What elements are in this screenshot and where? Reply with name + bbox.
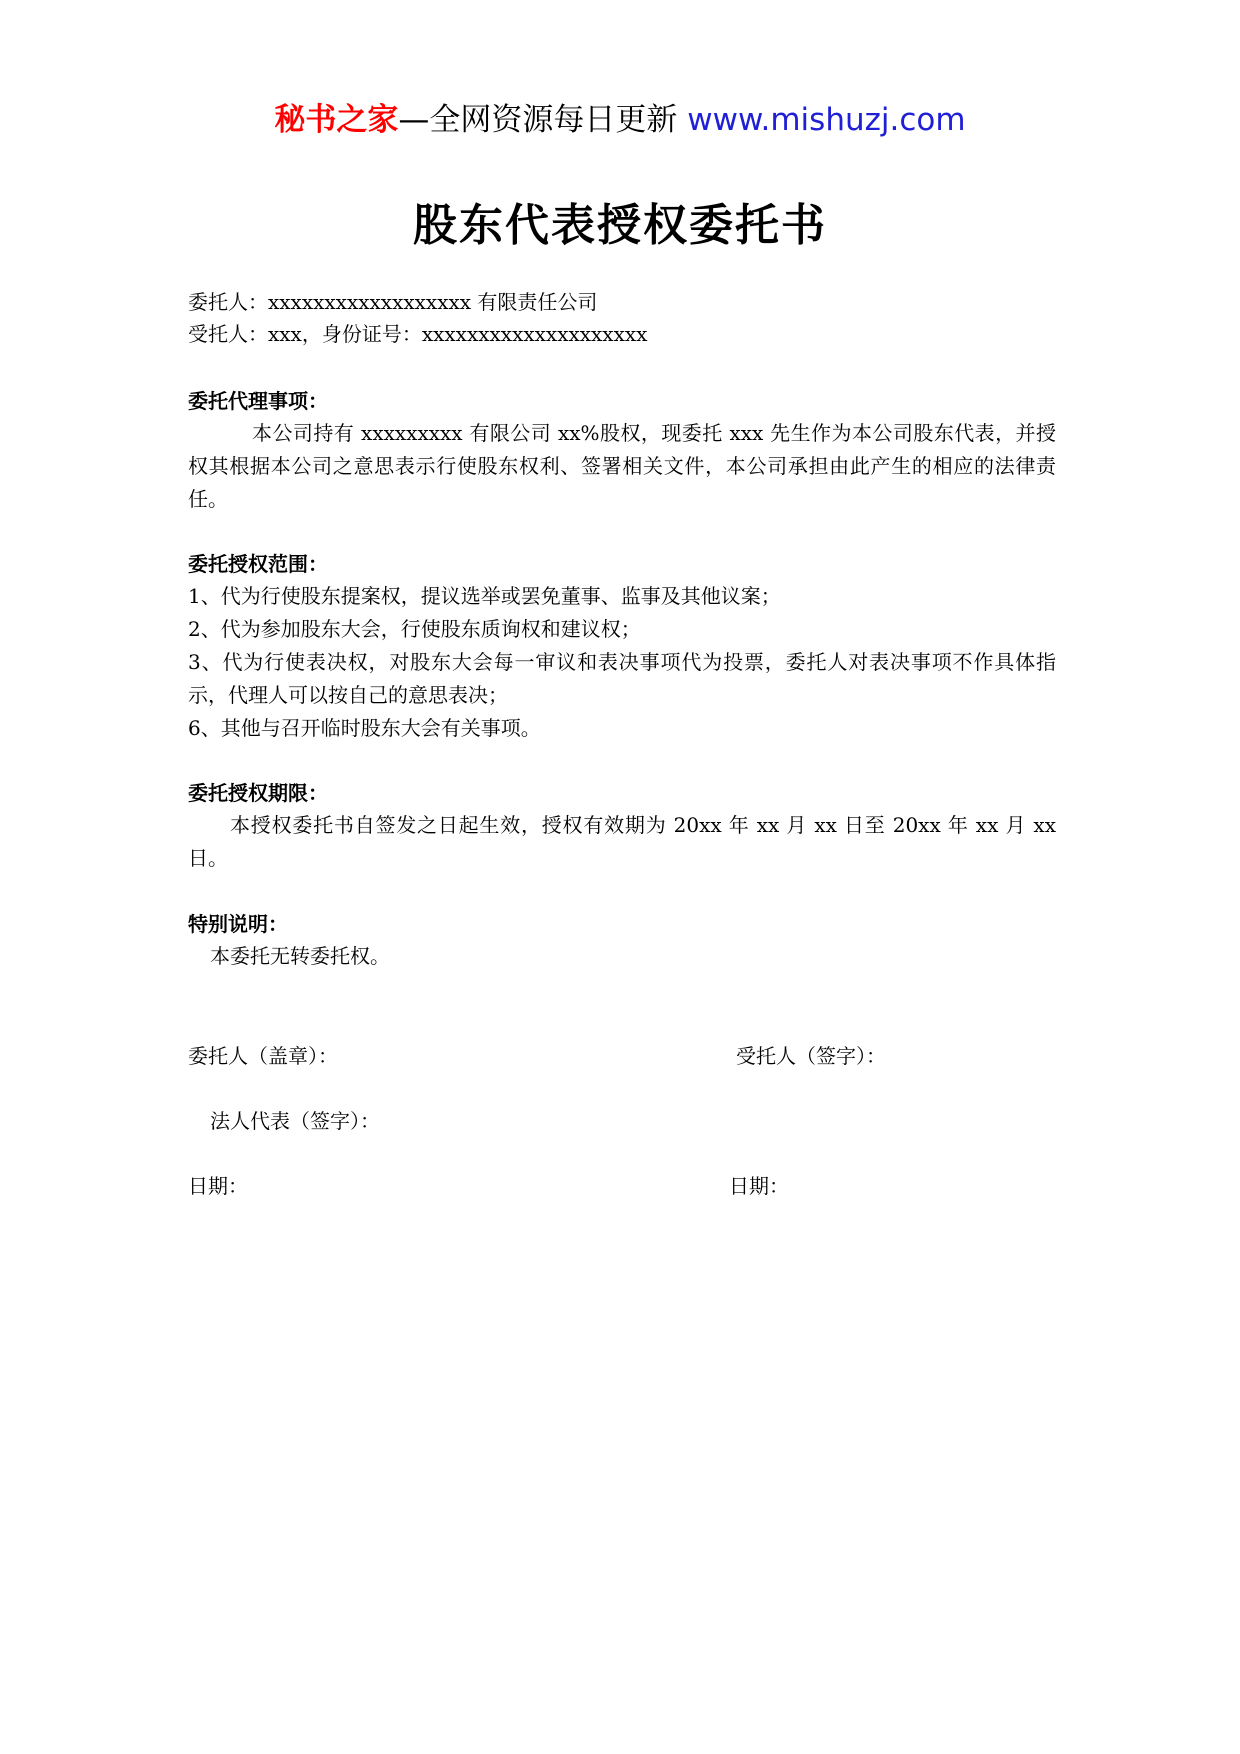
matters-heading: 委托代理事项： <box>188 389 328 413</box>
document-title: 股东代表授权委托书 <box>413 200 827 251</box>
term-heading: 委托授权期限： <box>188 781 328 805</box>
agent-line: 受托人：xxx，身份证号：xxxxxxxxxxxxxxxxxxxx <box>188 322 648 346</box>
matters-paragraph: 本公司持有 xxxxxxxxx 有限公司 xx%股权，现委托 xxx 先生作为本公司股东代表，并授权其根据本公司之意思表示行使股东权利、签署相关文件，本公司承担由此产生的相应的法律责任。 <box>188 421 1056 511</box>
note-text: 本委托无转委托权。 <box>210 944 390 968</box>
scope-heading: 委托授权范围： <box>188 552 328 576</box>
date-left-label: 日期： <box>188 1174 248 1198</box>
site-url: www.mishuzj.com <box>687 102 966 138</box>
brand-name: 秘书之家 <box>274 102 399 138</box>
date-right-label: 日期： <box>729 1174 789 1198</box>
legal-rep-sign-label: 法人代表（签字）： <box>210 1109 380 1133</box>
banner-tagline: —全网资源每日更新 <box>398 102 678 138</box>
site-banner <box>0 100 1240 140</box>
note-heading: 特别说明： <box>188 912 288 936</box>
scope-item-3: 3、代为行使表决权，对股东大会每一审议和表决事项代为投票，委托人对表决事项不作具体指示，代理人可以按自己的意思表决； <box>188 650 1056 707</box>
scope-item-4: 6、其他与召开临时股东大会有关事项。 <box>188 716 541 740</box>
agent-sign-label: 受托人（签字）： <box>736 1044 886 1068</box>
term-paragraph: 本授权委托书自签发之日起生效，授权有效期为 20xx 年 xx 月 xx 日至 20xx 年 xx 月 xx 日。 <box>188 813 1056 870</box>
scope-item-2: 2、代为参加股东大会，行使股东质询权和建议权； <box>188 617 641 641</box>
principal-line: 委托人：xxxxxxxxxxxxxxxxxx 有限责任公司 <box>188 290 598 314</box>
scope-item-1: 1、代为行使股东提案权，提议选举或罢免董事、监事及其他议案； <box>188 584 781 608</box>
principal-seal-label: 委托人（盖章）： <box>188 1044 338 1068</box>
